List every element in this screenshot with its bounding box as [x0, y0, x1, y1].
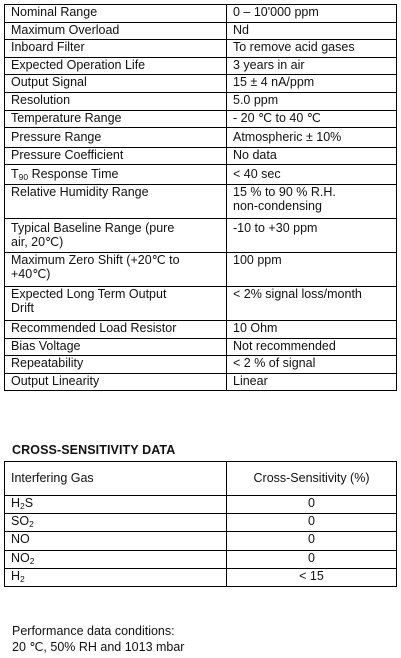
conditions-line: Performance data conditions: [12, 624, 175, 638]
spec-row-nominal-range [5, 5, 397, 23]
cross-sensitivity-value: 0 [227, 550, 397, 568]
spec-param: Temperature Range [5, 110, 227, 128]
gas-subscript: 2 [20, 573, 25, 584]
spec-value: < 2 % of signal [227, 356, 397, 374]
spec-value: 0 – 10'000 ppm [227, 5, 397, 23]
spec-value: 100 ppm [227, 252, 397, 286]
specification-table [4, 4, 397, 391]
cross-sensitivity-row-h2 [5, 568, 397, 586]
cross-sensitivity-row-h2s [5, 496, 397, 514]
spec-param-line: +40℃) [11, 267, 51, 282]
spec-param-line: Maximum Zero Shift (+20℃ to [11, 252, 180, 267]
conditions-line: 20 ℃, 50% RH and 1013 mbar [12, 639, 185, 654]
spec-value: Linear [227, 373, 397, 391]
spec-value: -10 to +30 ppm [227, 218, 397, 252]
spec-param: Output Signal [5, 75, 227, 93]
gas-formula: NO [11, 550, 30, 565]
cross-sensitivity-value: 0 [227, 496, 397, 514]
gas-subscript: 2 [20, 501, 25, 511]
spec-param-subscript: 90 [18, 172, 29, 183]
spec-param-line: Typical Baseline Range (pure [11, 220, 175, 235]
spec-value: < 2% signal loss/month [227, 286, 397, 320]
gas-name [5, 496, 227, 514]
spec-param: Bias Voltage [5, 338, 227, 356]
spec-row-bias-voltage [5, 338, 397, 356]
spec-param: Resolution [5, 92, 227, 110]
spec-row-recommended-load-resistor [5, 320, 397, 338]
spec-value: 10 Ohm [227, 320, 397, 338]
gas-subscript: 2 [29, 519, 34, 530]
spec-param: Pressure Coefficient [5, 147, 227, 165]
column-header-interfering-gas: Interfering Gas [5, 462, 227, 496]
spec-param-line: air, 20℃) [11, 235, 64, 250]
gas-formula: SO [11, 514, 30, 529]
spec-row-expected-operation-life [5, 57, 397, 75]
spec-value: 3 years in air [227, 57, 397, 75]
spec-param: Relative Humidity Range [5, 184, 227, 218]
spec-row-output-linearity [5, 373, 397, 391]
spec-param: Output Linearity [5, 373, 227, 391]
performance-conditions-note [12, 624, 184, 655]
column-header-cross-sensitivity: Cross-Sensitivity (%) [227, 462, 397, 496]
spec-param-line: Drift [11, 301, 34, 316]
spec-value: Nd [227, 22, 397, 40]
cross-sensitivity-value: 0 [227, 514, 397, 532]
gas-name [5, 514, 227, 532]
spec-row-maximum-overload [5, 22, 397, 40]
spec-value: No data [227, 147, 397, 165]
spec-value [227, 184, 397, 218]
gas-name [5, 550, 227, 568]
spec-row-resolution [5, 92, 397, 110]
spec-param-line: Expected Long Term Output [11, 286, 167, 301]
spec-param-prefix: T [11, 167, 19, 182]
spec-param: Inboard Filter [5, 40, 227, 58]
cross-sensitivity-heading: CROSS-SENSITIVITY DATA [12, 443, 176, 457]
spec-value: Atmospheric ± 10% [227, 128, 397, 148]
spec-row-relative-humidity-range [5, 184, 397, 218]
cross-sensitivity-row-no [5, 532, 397, 550]
spec-value: - 20 ℃ to 40 ℃ [227, 110, 397, 128]
cross-sensitivity-row-no2 [5, 550, 397, 568]
gas-formula: H [11, 568, 21, 583]
gas-name [5, 568, 227, 586]
gas-formula: NO [11, 532, 30, 547]
cross-sensitivity-row-so2 [5, 514, 397, 532]
spec-row-pressure-coefficient [5, 147, 397, 165]
spec-value: 5.0 ppm [227, 92, 397, 110]
spec-value: 15 ± 4 nA/ppm [227, 75, 397, 93]
spec-row-pressure-range [5, 128, 397, 148]
spec-row-repeatability [5, 356, 397, 374]
spec-row-t90-response-time [5, 165, 397, 185]
spec-value: To remove acid gases [227, 40, 397, 58]
cross-sensitivity-table [4, 461, 397, 587]
spec-value-line: non-condensing [233, 199, 322, 214]
spec-row-typical-baseline-range [5, 218, 397, 252]
spec-param [5, 165, 227, 185]
cross-sensitivity-header-row [5, 462, 397, 496]
spec-param [5, 218, 227, 252]
spec-param [5, 252, 227, 286]
spec-value: Not recommended [227, 338, 397, 356]
spec-value-line: 15 % to 90 % R.H. [233, 184, 336, 199]
spec-param: Repeatability [5, 356, 227, 374]
spec-row-inboard-filter [5, 40, 397, 58]
spec-value: < 40 sec [227, 165, 397, 185]
gas-formula-suffix: S [24, 496, 34, 510]
spec-row-temperature-range [5, 110, 397, 128]
cross-sensitivity-value: < 15 [227, 568, 397, 586]
spec-param-suffix: Response Time [28, 167, 119, 182]
gas-subscript: 2 [29, 555, 35, 566]
gas-formula: H [11, 496, 21, 510]
spec-param: Maximum Overload [5, 22, 227, 40]
cross-sensitivity-value: 0 [227, 532, 397, 550]
spec-row-output-signal [5, 75, 397, 93]
spec-param [5, 286, 227, 320]
spec-param: Pressure Range [5, 128, 227, 148]
spec-param: Nominal Range [5, 5, 227, 23]
spec-param: Expected Operation Life [5, 57, 227, 75]
spec-param: Recommended Load Resistor [5, 320, 227, 338]
spec-row-expected-long-term-drift [5, 286, 397, 320]
spec-row-maximum-zero-shift [5, 252, 397, 286]
gas-name [5, 532, 227, 550]
